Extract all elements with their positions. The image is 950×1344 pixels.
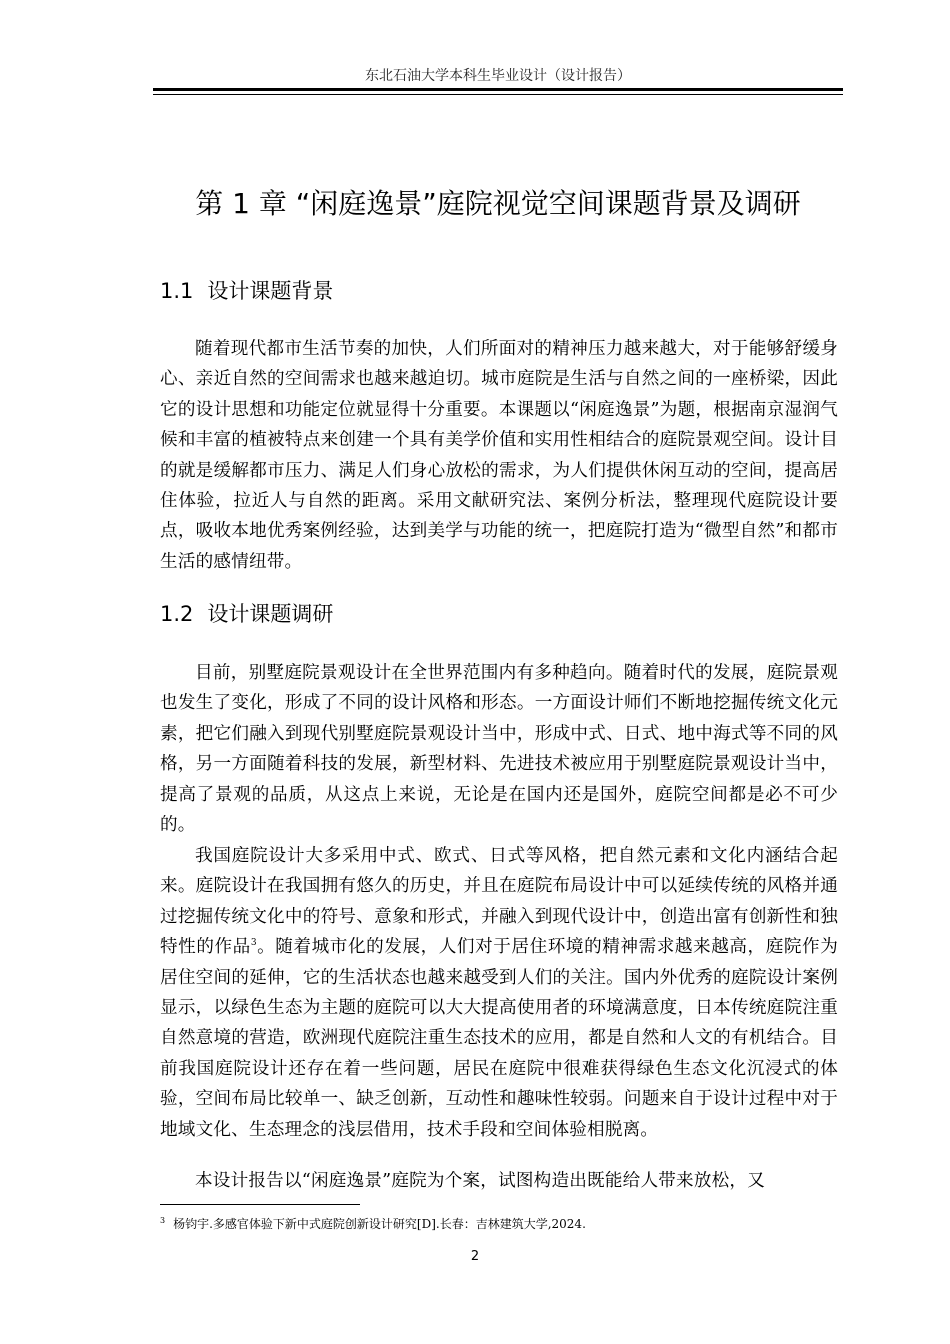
- footnote: [160, 1212, 838, 1233]
- section-number: 1.1: [160, 279, 194, 303]
- footnote-text: 杨钧宇.多感官体验下新中式庭院创新设计研究[D].长春：吉林建筑大学,2024.: [173, 1217, 586, 1231]
- section-heading-1-1: [160, 276, 333, 306]
- header-rule-thin: [153, 94, 843, 95]
- footnote-mark: 3: [160, 1216, 166, 1225]
- header-rule-thick: [153, 88, 843, 91]
- section-heading-1-2: [160, 599, 333, 629]
- paragraph-research-2-part-a: 我国庭院设计大多采用中式、欧式、日式等风格，把自然元素和文化内涵结合起来。庭院设计在我国拥有悠久的历史，并且在庭院布局设计中可以延续传统的风格并通过挖掘传统文化中的符号、意象和形式，并融入到现代设计中，创造出富有创新性和独特性的作品: [160, 846, 838, 958]
- footnote-separator: [160, 1204, 360, 1205]
- paragraph-research-3: 本设计报告以“闲庭逸景”庭院为个案，试图构造出既能给人带来放松，又: [195, 1171, 765, 1191]
- section-number: 1.2: [160, 602, 194, 626]
- paragraph-background: 随着现代都市生活节奏的加快，人们所面对的精神压力越来越大，对于能够舒缓身心、亲近自然的空间需求也越来越迫切。城市庭院是生活与自然之间的一座桥梁，因此它的设计思想和功能定位就显得十分重要。本课题以“闲庭逸景”为题，根据南京湿润气候和丰富的植被特点来创建一个具有美学价值和实用性相结合的庭院景观空间。设计目的就是缓解都市压力、满足人们身心放松的需求，为人们提供休闲互动的空间，提高居住体验，拉近人与自然的距离。采用文献研究法、案例分析法，整理现代庭院设计要点，吸收本地优秀案例经验，达到美学与功能的统一，把庭院打造为“微型自然”和都市生活的感情纽带。: [160, 339, 838, 572]
- paragraph-research-2: [160, 841, 838, 1145]
- paragraph-research-2-part-b: 。随着城市化的发展，人们对于居住环境的精神需求越来越高，庭院作为居住空间的延伸，它的生活状态也越来越受到人们的关注。国内外优秀的庭院设计案例显示，以绿色生态为主题的庭院可以大大提高使用者的环境满意度，日本传统庭院注重自然意境的营造，欧洲现代庭院注重生态技术的应用，都是自然和人文的有机结合。目前我国庭院设计还存在着一些问题，居民在庭院中很难获得绿色生态文化沉浸式的体验，空间布局比较单一、缺乏创新，互动性和趣味性较弱。问题来自于设计过程中对于地域文化、生态理念的浅层借用，技术手段和空间体验相脱离。: [160, 937, 838, 1140]
- paragraph-research-1: 目前，别墅庭院景观设计在全世界范围内有多种趋向。随着时代的发展，庭院景观也发生了变化，形成了不同的设计风格和形态。一方面设计师们不断地挖掘传统文化元素，把它们融入到现代别墅庭院景观设计当中，形成中式、日式、地中海式等不同的风格，另一方面随着科技的发展，新型材料、先进技术被应用于别墅庭院景观设计当中，提高了景观的品质，从这点上来说，无论是在国内还是国外，庭院空间都是必不可少的。: [160, 663, 838, 836]
- footnote-reference: 3: [250, 938, 257, 949]
- page-number: 2: [470, 1249, 480, 1264]
- section-title-text: 设计课题调研: [207, 602, 334, 626]
- chapter-title: 第 1 章 “闲庭逸景”庭院视觉空间课题背景及调研: [195, 187, 801, 220]
- section-title-text: 设计课题背景: [207, 279, 334, 303]
- running-header: 东北石油大学本科生毕业设计（设计报告）: [365, 68, 631, 84]
